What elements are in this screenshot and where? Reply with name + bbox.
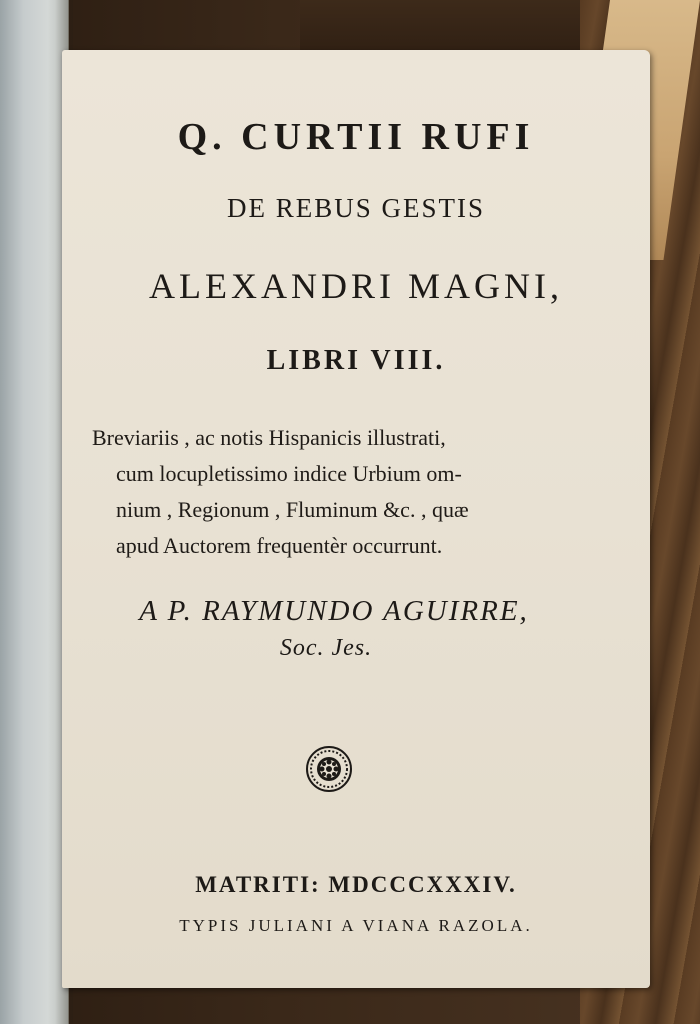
description-line: apud Auctorem frequentèr occurrunt. [116, 533, 443, 558]
volume-count: LIBRI VIII. [266, 345, 446, 376]
rosette-ornament-icon [306, 746, 352, 792]
main-title: ALEXANDRI MAGNI, [149, 266, 563, 306]
editor-order: Soc. Jes. [279, 635, 373, 661]
description-block [92, 420, 622, 564]
author-name-heading: Q. CURTII RUFI [177, 116, 535, 158]
title-page [62, 50, 650, 988]
printer-line: TYPIS JULIANI A VIANA RAZOLA. [179, 916, 533, 935]
description-line: cum locupletissimo indice Urbium om- [116, 461, 462, 486]
editor-name: A P. RAYMUNDO AGUIRRE, [139, 595, 529, 627]
subtitle-line: DE REBUS GESTIS [226, 193, 486, 223]
imprint-line: MATRITI: MDCCCXXXIV. [195, 872, 517, 897]
description-line: nium , Regionum , Fluminum &c. , quæ [116, 497, 469, 522]
description-line: Breviariis , ac notis Hispanicis illustrati, [92, 425, 446, 450]
